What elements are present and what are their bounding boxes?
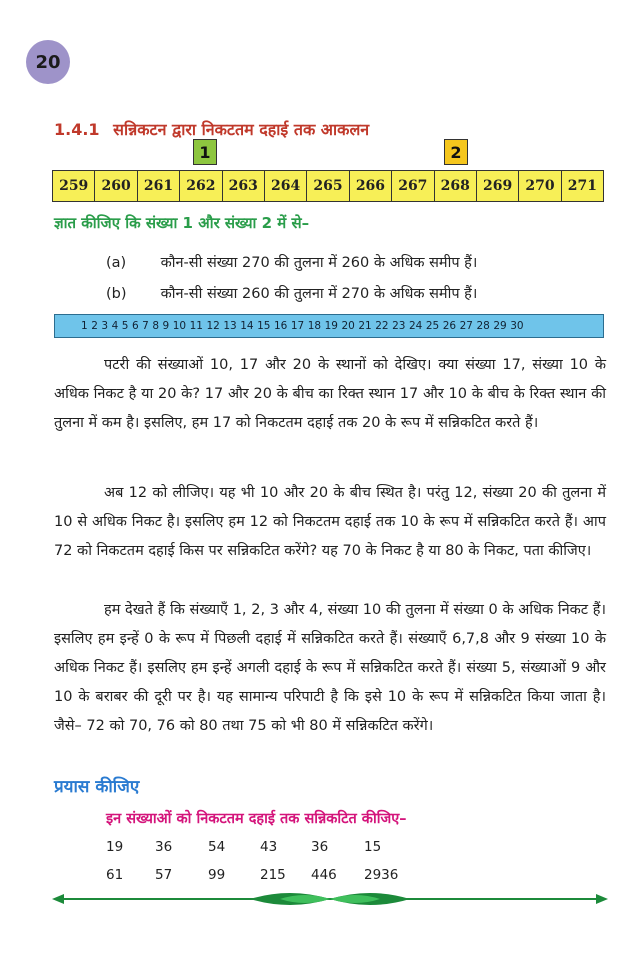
strip-cell: 266 bbox=[350, 171, 392, 201]
question-a bbox=[106, 252, 477, 272]
exercise-number: 36 bbox=[155, 839, 173, 855]
exercise-number: 61 bbox=[106, 867, 124, 883]
strip-cell: 269 bbox=[477, 171, 519, 201]
ruler-number: 19 bbox=[324, 320, 338, 332]
strip-cell: 261 bbox=[138, 171, 180, 201]
divider-left-arrow-icon bbox=[52, 894, 64, 904]
exercise-number: 215 bbox=[260, 867, 286, 883]
ruler-number: 26 bbox=[442, 320, 457, 332]
ruler-number: 23 bbox=[392, 320, 406, 332]
ruler-number: 15 bbox=[257, 320, 271, 332]
try-it-instruction: इन संख्याओं को निकटतम दहाई तक सन्निकटित कीजिए– bbox=[106, 811, 407, 827]
exercise-number: 57 bbox=[155, 867, 173, 883]
ruler-number: 2 bbox=[91, 320, 98, 332]
try-it-title: प्रयास कीजिए bbox=[54, 777, 140, 797]
ruler-number: 29 bbox=[493, 320, 507, 332]
question-b bbox=[106, 283, 477, 303]
question-label: (a) bbox=[106, 255, 127, 271]
ruler-number: 7 bbox=[142, 320, 149, 332]
strip-cell: 262 bbox=[180, 171, 222, 201]
exercise-number: 446 bbox=[311, 867, 337, 883]
ruler-number: 22 bbox=[375, 320, 389, 332]
strip-cell: 260 bbox=[95, 171, 137, 201]
ruler-number: 16 bbox=[273, 320, 288, 332]
strip-cell: 268 bbox=[435, 171, 477, 201]
ruler-number: 21 bbox=[358, 320, 372, 332]
question-text: कौन-सी संख्या 270 की तुलना में 260 के अधिक समीप हैं। bbox=[160, 255, 478, 271]
ruler-number: 27 bbox=[459, 320, 473, 332]
ruler-number: 4 bbox=[111, 320, 119, 332]
exercise-number: 19 bbox=[106, 839, 124, 855]
ruler-number: 25 bbox=[425, 320, 440, 332]
marker-1: 1 bbox=[193, 139, 217, 165]
strip-cell: 267 bbox=[392, 171, 434, 201]
ruler-number: 24 bbox=[408, 320, 423, 332]
page-number-badge: 20 bbox=[26, 40, 70, 84]
exercise-number: 99 bbox=[208, 867, 226, 883]
decorative-divider bbox=[50, 884, 610, 914]
paragraph-2: अब 12 को लीजिए। यह भी 10 और 20 के बीच स्थित है। परंतु 12, संख्या 20 की तुलना में 10 से अधिक निकट है। इसलिए हम 12 को निकटतम दहाई तक 10 के रूप में सन्निकटित करते हैं। आप 72 को निकटतम दहाई किस पर सन्निकटित करेंगे? यह 70 के निकट है या 80 के निकट, पता कीजिए। bbox=[54, 485, 606, 559]
strip-cell: 259 bbox=[53, 171, 95, 201]
exercise-number: 15 bbox=[364, 839, 382, 855]
number-ruler bbox=[54, 314, 604, 338]
ruler-number: 9 bbox=[162, 320, 170, 332]
ruler-number: 18 bbox=[307, 320, 322, 332]
strip-cell: 263 bbox=[223, 171, 265, 201]
ruler-number: 1 bbox=[81, 320, 88, 332]
ruler-number: 10 bbox=[172, 320, 187, 332]
divider-right-arrow-icon bbox=[596, 894, 608, 904]
exercise-number: 54 bbox=[208, 839, 226, 855]
question-text: कौन-सी संख्या 260 की तुलना में 270 के अधिक समीप हैं। bbox=[160, 286, 478, 302]
ruler-number: 30 bbox=[510, 320, 524, 332]
exercise-row-2 bbox=[106, 867, 414, 883]
number-strip bbox=[52, 170, 604, 202]
exercise-number: 2936 bbox=[364, 867, 399, 883]
exercise-row-1 bbox=[106, 839, 414, 855]
ruler-number: 11 bbox=[189, 320, 203, 332]
strip-cell: 265 bbox=[307, 171, 349, 201]
ruler-number: 3 bbox=[101, 320, 109, 332]
ruler-number: 6 bbox=[131, 320, 139, 332]
strip-cell: 270 bbox=[519, 171, 561, 201]
paragraph-1: पटरी की संख्याओं 10, 17 और 20 के स्थानों को देखिए। क्या संख्या 17, संख्या 10 के अधिक निकट है या 20 के? 17 और 20 के बीच का रिक्त स्थान 17 और 10 के बीच के रिक्त स्थान की तुलना में कम है। इसलिए, हम 17 को निकटतम दहाई तक 20 के रूप में सन्निकटित करते हैं। bbox=[54, 357, 606, 431]
ruler-number: 5 bbox=[121, 320, 129, 332]
ruler-number: 20 bbox=[341, 320, 355, 332]
question-label: (b) bbox=[106, 286, 127, 302]
ruler-number: 17 bbox=[290, 320, 305, 332]
paragraph-3: हम देखते हैं कि संख्याएँ 1, 2, 3 और 4, संख्या 10 की तुलना में संख्या 0 के अधिक निकट हैं। इसलिए हम इन्हें 0 के रूप में पिछली दहाई में सन्निकटित करते हैं। संख्याएँ 6,7,8 और 9 संख्या 10 के अधिक निकट हैं। इसलिए हम इन्हें अगली दहाई के रूप में सन्निकटित करते हैं। संख्या 5, संख्याओं 9 और 10 के बराबर की दूरी पर है। यह सामान्य परिपाटी है कि इसे 10 के रूप में सन्निकटित किया जाता है। जैसे– 72 को 70, 76 को 80 तथा 75 को भी 80 में सन्निकटित करेंगे। bbox=[54, 602, 606, 734]
strip-cell: 271 bbox=[567, 178, 597, 194]
ruler-number: 28 bbox=[476, 320, 490, 332]
section-heading bbox=[54, 118, 369, 140]
exercise-number: 36 bbox=[311, 839, 329, 855]
exercise-number: 43 bbox=[260, 839, 278, 855]
strip-cell: 264 bbox=[265, 171, 307, 201]
section-title: सन्निकटन द्वारा निकटतम दहाई तक आकलन bbox=[113, 120, 370, 139]
divider-ornament-inner-icon bbox=[280, 895, 380, 903]
ruler-number: 13 bbox=[223, 320, 237, 332]
section-number: 1.4.1 bbox=[54, 120, 100, 139]
ruler-number: 14 bbox=[240, 320, 254, 332]
instruction-heading: ज्ञात कीजिए कि संख्या 1 और संख्या 2 में से– bbox=[54, 214, 310, 232]
ruler-number: 12 bbox=[206, 320, 220, 332]
marker-2: 2 bbox=[444, 139, 468, 165]
ruler-number: 8 bbox=[152, 320, 159, 332]
